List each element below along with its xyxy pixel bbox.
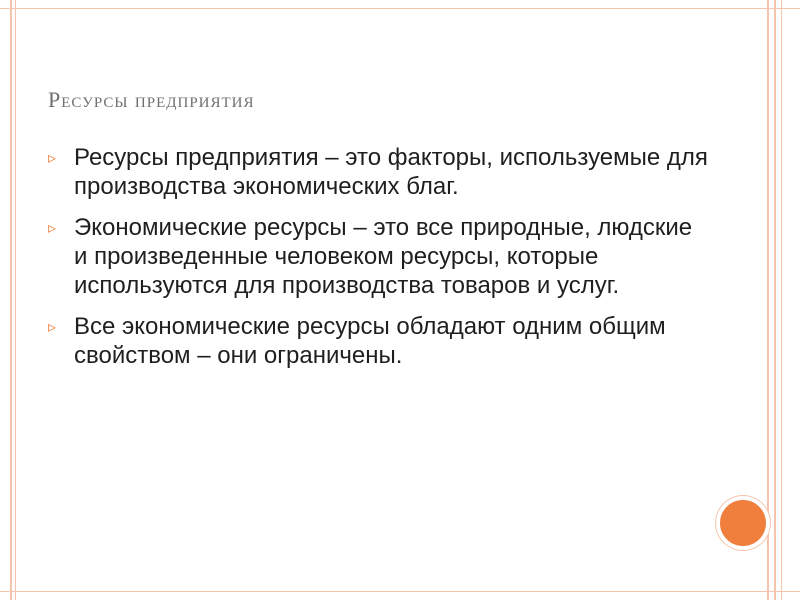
frame-left-line-outer — [10, 0, 12, 600]
hollow-arrow-bullet-icon: ▹ — [48, 218, 57, 237]
bullet-text: Ресурсы предприятия – это факторы, используемые для производства экономических благ. — [74, 144, 708, 200]
bullet-item — [48, 143, 708, 201]
frame-top-line — [0, 8, 800, 9]
frame-right-line-inner — [767, 0, 769, 600]
hollow-arrow-bullet-icon: ▹ — [48, 317, 57, 336]
bullet-item — [48, 312, 708, 370]
bullet-list — [48, 143, 708, 382]
bullet-text: Все экономические ресурсы обладают одним общим свойством – они ограничены. — [74, 313, 666, 369]
frame-right-line-outer — [781, 0, 782, 600]
frame-bottom-line — [0, 591, 800, 592]
slide-title: Ресурсы предприятия — [48, 87, 255, 112]
hollow-arrow-bullet-icon: ▹ — [48, 148, 57, 167]
bullet-text: Экономические ресурсы – это все природные, людские и произведенные человеком ресурсы, которые используются для производства товаров и услуг. — [74, 214, 693, 299]
frame-right-line-mid — [774, 0, 776, 600]
bullet-item — [48, 213, 708, 300]
orange-circle-decoration — [716, 496, 770, 550]
frame-left-line-inner — [15, 0, 16, 600]
